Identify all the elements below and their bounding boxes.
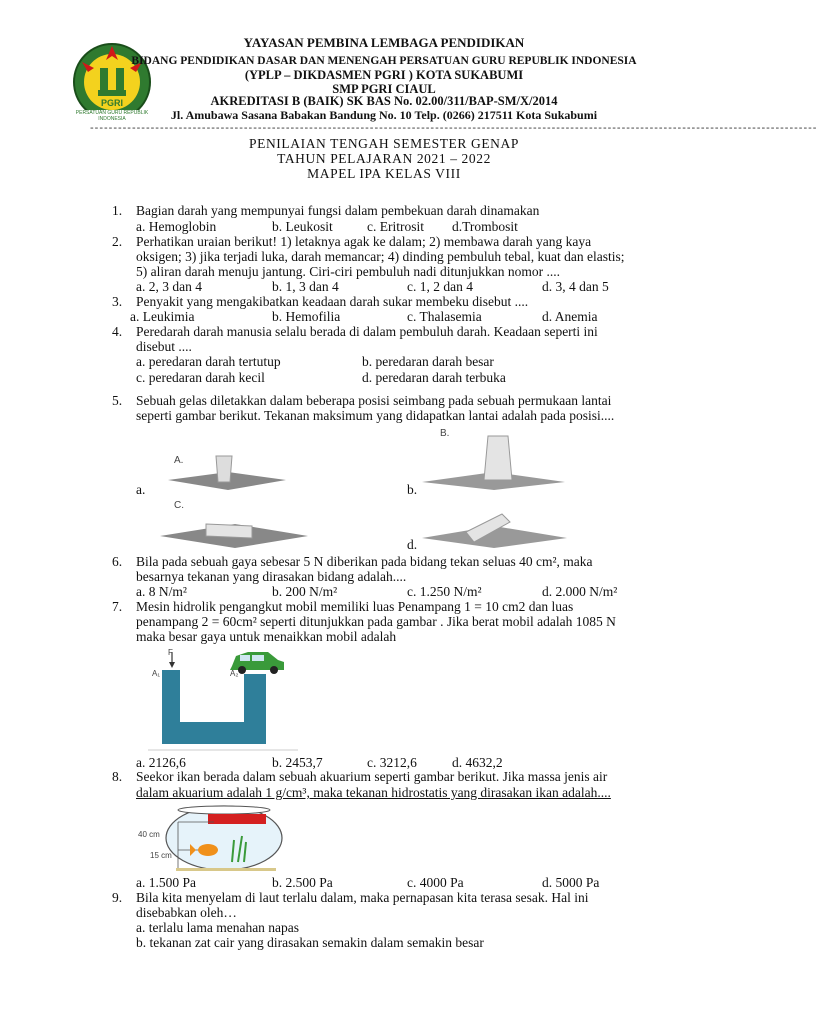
- question-number: 4.: [112, 324, 123, 339]
- option-a: a. Hemoglobin: [136, 219, 217, 234]
- question-text: dalam akuarium adalah 1 g/cm³, maka tekanan hidrostatis yang dirasakan ikan adalah....: [136, 785, 611, 800]
- option-a: a. 2, 3 dan 4: [136, 279, 202, 294]
- option-d: d. 5000 Pa: [542, 875, 600, 890]
- option-b: b. Hemofilia: [272, 309, 341, 324]
- header-department: BIDANG PENDIDIKAN DASAR DAN MENENGAH PERSATUAN GURU REPUBLIK INDONESIA: [131, 55, 637, 67]
- exam-year: TAHUN PELAJARAN 2021 – 2022: [277, 151, 491, 166]
- question-number: 6.: [112, 554, 123, 569]
- question-text: Mesin hidrolik pengangkut mobil memiliki luas Penampang 1 = 10 cm2 dan luas: [136, 599, 574, 614]
- question-text: maka besar gaya untuk menaikkan mobil adalah: [136, 629, 397, 644]
- option-d: d. peredaran darah terbuka: [362, 370, 506, 385]
- question-text: oksigen; 3) jika terjadi luka, darah memancar; 4) dinding pembuluh tebal, kuat dan elastis;: [136, 249, 625, 264]
- option-b: b. 2453,7: [272, 755, 323, 770]
- option-b: b. 1, 3 dan 4: [272, 279, 339, 294]
- option-a: a. peredaran darah tertutup: [136, 354, 281, 369]
- logo-ring-text: PERSATUAN GURU REPUBLIK INDONESIA: [64, 110, 160, 122]
- question-text: disebabkan oleh…: [136, 905, 237, 920]
- option-b: b. peredaran darah besar: [362, 354, 494, 369]
- header-accreditation: AKREDITASI B (BAIK) SK BAS No. 02.00/311/BAP-SM/X/2014: [210, 94, 558, 108]
- option-c: c. Thalasemia: [407, 309, 482, 324]
- question-number: 5.: [112, 393, 123, 408]
- option-b: b. tekanan zat cair yang dirasakan semakin dalam semakin besar: [136, 935, 484, 950]
- force-label: F: [168, 648, 173, 657]
- option-b: b. Leukosit: [272, 219, 333, 234]
- header-divider: ------------------------------------------------------------------------------------------------------------------------------------------------------------: [90, 122, 817, 134]
- option-a: a. terlalu lama menahan napas: [136, 920, 300, 935]
- question-number: 8.: [112, 769, 123, 784]
- figure-label-b: B.: [440, 428, 450, 439]
- exam-title: PENILAIAN TENGAH SEMESTER GENAP: [249, 136, 519, 151]
- area1-label: A₁: [152, 669, 161, 678]
- option-a: a. 1.500 Pa: [136, 875, 196, 890]
- option-a: a.: [136, 482, 146, 497]
- option-c: c. 1.250 N/m²: [407, 584, 482, 599]
- option-d: d.Trombosit: [452, 219, 518, 234]
- fish-height-label: 15 cm: [150, 851, 172, 860]
- option-b: b.: [407, 482, 418, 497]
- question-number: 9.: [112, 890, 123, 905]
- question-number: 7.: [112, 599, 123, 614]
- option-a: a. 2126,6: [136, 755, 186, 770]
- header-foundation: YAYASAN PEMBINA LEMBAGA PENDIDIKAN: [243, 35, 525, 50]
- option-d: d. 2.000 N/m²: [542, 584, 618, 599]
- option-c: c. peredaran darah kecil: [136, 370, 265, 385]
- option-d: d. Anemia: [542, 309, 598, 324]
- header-organization: (YPLP – DIKDASMEN PGRI ) KOTA SUKABUMI: [244, 68, 524, 82]
- option-b: b. 200 N/m²: [272, 584, 338, 599]
- header-school-name: SMP PGRI CIAUL: [332, 82, 436, 96]
- figure-label-a: A.: [174, 455, 184, 466]
- question-text: Bila kita menyelam di laut terlalu dalam, maka pernapasan kita terasa sesak. Hal ini: [136, 890, 589, 905]
- option-c: c. 1, 2 dan 4: [407, 279, 473, 294]
- option-c: c. Eritrosit: [367, 219, 424, 234]
- option-c: c. 4000 Pa: [407, 875, 464, 890]
- glass-sideways-figure: [160, 510, 310, 550]
- question-text: Perhatikan uraian berikut! 1) letaknya agak ke dalam; 2) membawa darah yang kaya: [136, 234, 592, 249]
- area2-label: A₂: [230, 669, 239, 678]
- glass-upright-figure: [168, 452, 288, 492]
- question-number: 1.: [112, 203, 123, 218]
- question-text: Penyakit yang mengakibatkan keadaan darah sukar membeku disebut ....: [136, 294, 529, 309]
- figure-label-c: C.: [174, 500, 184, 511]
- glass-inverted-figure: [422, 430, 567, 490]
- question-number: 3.: [112, 294, 123, 309]
- option-b: b. 2.500 Pa: [272, 875, 333, 890]
- question-text: Peredarah darah manusia selalu berada di dalam pembuluh darah. Keadaan seperti ini: [136, 324, 598, 339]
- logo-text: PGRI: [100, 98, 124, 108]
- question-text: besarnya tekanan yang dirasakan bidang adalah....: [136, 569, 407, 584]
- question-text: Bagian darah yang mempunyai fungsi dalam pembekuan darah dinamakan: [136, 203, 540, 218]
- question-text: penampang 2 = 60cm² seperti ditunjukkan pada gambar . Jika berat mobil adalah 1085 N: [136, 614, 616, 629]
- option-d: d.: [407, 537, 418, 552]
- question-text: Sebuah gelas diletakkan dalam beberapa posisi seimbang pada sebuah permukaan lantai: [136, 393, 612, 408]
- option-c: c. 3212,6: [367, 755, 417, 770]
- question-number: 2.: [112, 234, 123, 249]
- option-a: a. Leukimia: [130, 309, 195, 324]
- question-text: Seekor ikan berada dalam sebuah akuarium seperti gambar berikut. Jika massa jenis air: [136, 769, 608, 784]
- question-text: 5) aliran darah menuju jantung. Ciri-ciri pembuluh nadi ditunjukkan nomor ....: [136, 264, 561, 279]
- header-address: Jl. Amubawa Sasana Babakan Bandung No. 10 Telp. (0266) 217511 Kota Sukabumi: [170, 108, 598, 122]
- option-d: d. 3, 4 dan 5: [542, 279, 609, 294]
- option-a: a. 8 N/m²: [136, 584, 187, 599]
- exam-subject: MAPEL IPA KELAS VIII: [307, 166, 461, 181]
- aquarium-height-label: 40 cm: [138, 830, 160, 839]
- question-text: disebut ....: [136, 339, 192, 354]
- question-text: seperti gambar berikut. Tekanan maksimum yang didapatkan lantai adalah pada posisi....: [136, 408, 615, 423]
- glass-tilted-figure: [422, 508, 572, 548]
- option-d: d. 4632,2: [452, 755, 503, 770]
- hydraulic-lift-figure: [148, 644, 298, 754]
- question-text: Bila pada sebuah gaya sebesar 5 N diberikan pada bidang tekan seluas 40 cm², maka: [136, 554, 593, 569]
